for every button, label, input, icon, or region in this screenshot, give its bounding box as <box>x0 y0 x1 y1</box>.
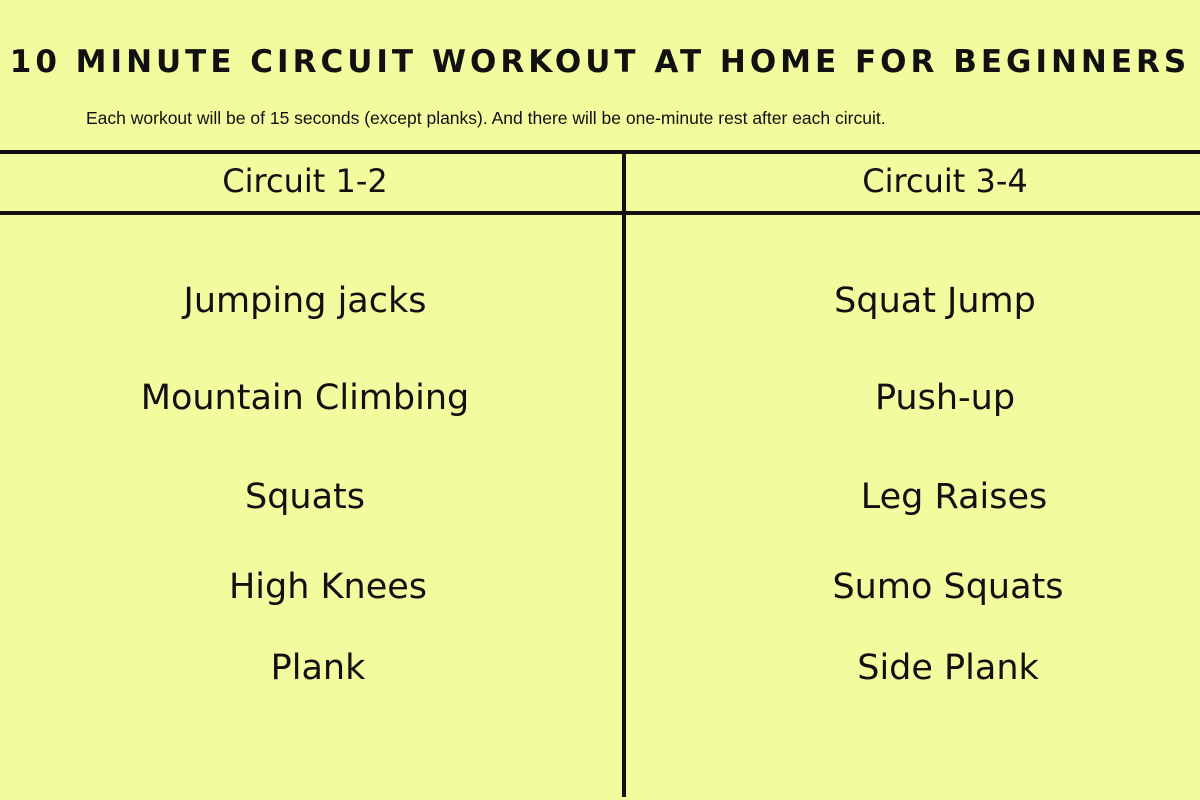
table-top-divider <box>0 150 1200 154</box>
page-title: 10 MINUTE CIRCUIT WORKOUT AT HOME FOR BEGINNERS <box>9 44 1191 80</box>
subtitle: Each workout will be of 15 seconds (except planks). And there will be one-minute rest after each circuit. <box>86 108 886 128</box>
column-header-circuit-1-2: Circuit 1-2 <box>222 162 388 200</box>
list-item: Leg Raises <box>860 477 1048 517</box>
column-divider <box>622 152 626 797</box>
column-header-circuit-3-4: Circuit 3-4 <box>862 162 1028 200</box>
list-item: Squats <box>244 477 366 517</box>
list-item: Side Plank <box>857 648 1039 688</box>
list-item: High Knees <box>228 567 428 607</box>
list-item: Sumo Squats <box>832 567 1064 607</box>
list-item: Push-up <box>874 378 1016 418</box>
table-header-divider <box>0 211 1200 215</box>
list-item: Mountain Climbing <box>140 378 470 418</box>
list-item: Jumping jacks <box>183 281 427 321</box>
list-item: Plank <box>270 648 366 688</box>
list-item: Squat Jump <box>834 281 1036 321</box>
